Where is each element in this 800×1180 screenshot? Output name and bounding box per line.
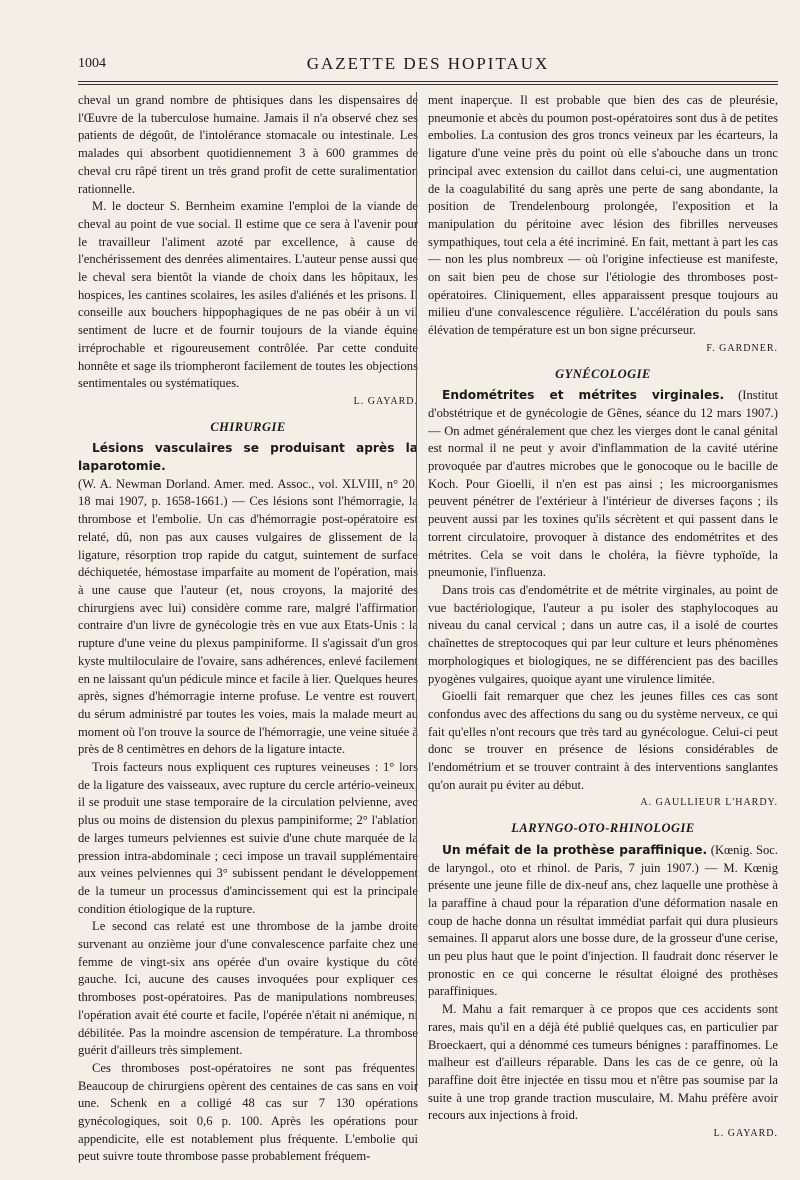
paragraph: M. le docteur S. Bernheim examine l'emploi de la viande de cheval au point de vue social. Il estime que ce sera à l'avenir pour le travailleur l'aliment azoté par excellence, à cause de l'enchérissement des denrées alimentaires. L'auteur pense aussi que le cheval sera bientôt la viande de choix dans les hôpitaux, les hospices, les cantines scolaires, les asiles d'aliénés et les prisons. Il conseille aux bouchers hippophagiques de ne pas obéir à un vil sentiment de lucre et de fournir toujours de la viande équine irréprochable et rigoureusement contrôlée. Par cette conduite honnête et sage ils triompheront facilement de toutes les objections sentimentales ou systématiques. (78, 199, 418, 391)
author-signature: L. GAYARD. (713, 1128, 778, 1140)
paragraph: Dans trois cas d'endométrite et de métrite virginales, au point de vue bactériologique, l'auteur a pu isoler des staphylocoques au niveau du canal cervical ; dans un autre cas, il a isolé de courtes chaînettes de streptocoques qui par leur culture et leurs phénomènes morphologiques et biologiques, ne se différencient pas des bacilles pyogènes vulgaires, quoique ayant une virulence limitée. (428, 582, 778, 686)
journal-title: GAZETTE DES HOPITAUX (306, 54, 550, 73)
author-signature: F. GARDNER. (706, 342, 778, 354)
article-body: (Kœnig. Soc. de laryngol., oto et rhinol. de Paris, 7 juin 1907.) — M. Kœnig présente une jeune fille de dix-neuf ans, chez laquelle une prothèse à la paraffine à chaud pour la réparation d'une déformation nasale en coup de hache donna un résultat immédiat parfait qui dura plusieurs semaines. Il apparut alors une bosse dure, de la grosseur d'une cerise, un peu plus haut que le point d'injection. Il faudrait donc réserver le pronostic en ce qui concerne le résultat éloigné des prothèses paraffiniques. (428, 842, 779, 999)
author-signature: L. GAYARD. (353, 395, 418, 407)
article-title: Lésions vasculaires se produisant après la laparotomie. (78, 441, 418, 474)
header-rule (78, 81, 778, 82)
header-rule-double (78, 84, 778, 85)
article-body: (W. A. Newman Dorland. Amer. med. Assoc., vol. XLVIII, n° 20, 18 mai 1907, p. 1658-1661.) — Ces lésions sont l'hémorragie, la thrombose et l'embolie. Un cas d'hémorragie post-opératoire est relaté, dû, non pas aux causes vulgaires de glissement de la ligature, résorption trop rapide du catgut, suintement de surface déchiquetée, hémostase imparfaite au moment de l'opération, mais à une cause que l'auteur (et, nous croyons, la majorité des chirurgiens avec lui) considère comme rare, malgré l'affirmation contraire d'un livre de gynécologie très en vue aux Etats-Unis : la rupture d'une veine du plexus pampiniforme. Il s'agissait d'un gros kyste multiloculaire de l'ovaire, sans adhérences, enlevé facilement en ne laissant qu'un pédicule mince et facile à lier. Quelques heures après, signes d'hémorragie interne profuse. Le ventre est rouvert, du sérum administré par toutes les voies, mais la malade meurt au moment où l'on trouve la source de l'hémorragie, une veine située à près de 8 centimètres en dehors de la ligature intacte. (78, 476, 418, 757)
paragraph: cheval un grand nombre de phtisiques dans les dispensaires de l'Œuvre de la tuberculose humaine. Jamais il n'a observé chez ses patients de dégoût, de l'intolérance stomacale ou intestinale. Les malades qui absorbent quotidiennement 3 à 600 grammes de cheval cru râpé tirent un très grand profit de cette suralimentation rationnelle. (78, 93, 418, 196)
article-title: Un méfait de la prothèse paraffinique. (442, 842, 708, 857)
section-heading-gynecologie: GYNÉCOLOGIE (555, 366, 651, 381)
column-divider (416, 92, 417, 1092)
author-signature: A. GAULLIEUR L'HARDY. (640, 797, 778, 809)
right-column (428, 92, 778, 1143)
article-title: Endométrites et métrites virginales. (442, 388, 725, 403)
paragraph: M. Mahu a fait remarquer à ce propos que ces accidents sont rares, mais qu'il en a déjà été publié quelques cas, en particulier par Broeckaert, qui a dénommé ces tumeurs bénignes : paraffinomes. Le malheur est d'ailleurs réparable. Dans les cas de ce genre, où la paraffine doit être injectée en tissu mou et n'être pas soumise par la suite à une trop grande traction musculaire, M. Mahu préfère avoir recours aux injections à froid. (428, 1002, 778, 1123)
section-heading-chirurgie: CHIRURGIE (210, 419, 286, 434)
paragraph: Gioelli fait remarquer que chez les jeunes filles ces cas sont confondus avec des affections du sang ou du système nerveux, ce qui fait qu'elles n'ont recours que très tard au gynécologue. Celui-ci peut donc se trouver en présence de lésions considérables de l'endométrium et se trouver contraint à des interventions sanglantes qu'on aurait pu éviter au début. (428, 689, 778, 792)
paragraph: Ces thromboses post-opératoires ne sont pas fréquentes. Beaucoup de chirurgiens opèrent des centaines de cas sans en voir une. Schenk en a colligé 48 cas sur 7 130 opérations gynécologiques, soit 0,6 p. 100. Après les opérations pour appendicite, elle est notablement plus fréquente. L'embolie qui peut suivre toute thrombose passe probablement fréquem- (78, 1060, 418, 1164)
page-header (78, 52, 778, 76)
section-heading-laryngo: LARYNGO-OTO-RHINOLOGIE (511, 821, 695, 836)
paragraph: ment inaperçue. Il est probable que bien des cas de pleurésie, pneumonie et abcès du poumon post-opératoires sont dus à de petites embolies. La contusion des gros troncs veineux par les écarteurs, la ligature d'une veine près du point où elle s'abouche dans un tronc principal avec extension du caillot dans celui-ci, une augmentation de la coagulabilité du sang après une perte de sang abondante, la position de Trendelenbourg prolongée, l'exposition et la manipulation du péritoine avec lésion des fibrilles nerveuses sympathiques, tout cela a été incriminé. En fait, mettant à part les cas — non les plus nombreux — où l'origine infectieuse est manifeste, on sait bien peu de chose sur l'étiologie des thromboses post-opératoires. Cliniquement, elles apparaissent presque toujours au milieu d'une convalescence régulière. L'accélération du pouls sans élévation de température est un bon signe précurseur. (428, 93, 778, 338)
paragraph: Le second cas relaté est une thrombose de la jambe droite survenant au onzième jour d'une convalescence parfaite chez une femme de vingt-six ans opérée d'un ovaire kystique du côté gauche. Ici, aucune des causes invoquées pour expliquer ces thromboses post-opératoires. Pas de manipulations nombreuses; l'opération avait été courte et facile, l'opérée n'était ni anémique, ni débilitée. Pas la moindre ascension de température. La thrombose guérit d'ailleurs très simplement. (78, 919, 418, 1058)
article-body: (Institut d'obstétrique et de gynécologie de Gênes, séance du 12 mars 1907.) — On admet généralement que chez les vierges dont le canal génital est normal il ne peut y avoir d'inflammation de la cavité utérine provoquée par d'autres microbes que le gonocoque ou le bacille de Koch. Pour Gioelli, il n'en est pas ainsi ; les microorganismes peuvent pénétrer de l'extérieur à l'intérieur de diverses façons ; ils peuvent aussi par les toxines qu'ils sécrètent et qui passent dans le torrent circulatoire, provoquer à distance des endométrites et des métrites. Cela se voit dans le choléra, la fièvre typhoïde, la pneumonie, l'influenza. (428, 388, 778, 580)
left-column (78, 92, 418, 1166)
paragraph: Trois facteurs nous expliquent ces ruptures veineuses : 1° lors de la ligature des vaisseaux, avec rupture du cercle artério-veineux, il se produit une stase temporaire de la circulation pelvienne, avec plus ou moins de distension du plexus pampiniforme; 2° l'ablation de larges tumeurs pelviennes est suivie d'une chute marquée de la pression intra-abdominale ; ceci impose un travail supplémentaire aux veines pelviennes qui 3° subissent pendant le développement de la tumeur un processus d'amincissement qui est la principale condition étiologique de la rupture. (78, 760, 418, 916)
page-number: 1004 (78, 56, 106, 71)
